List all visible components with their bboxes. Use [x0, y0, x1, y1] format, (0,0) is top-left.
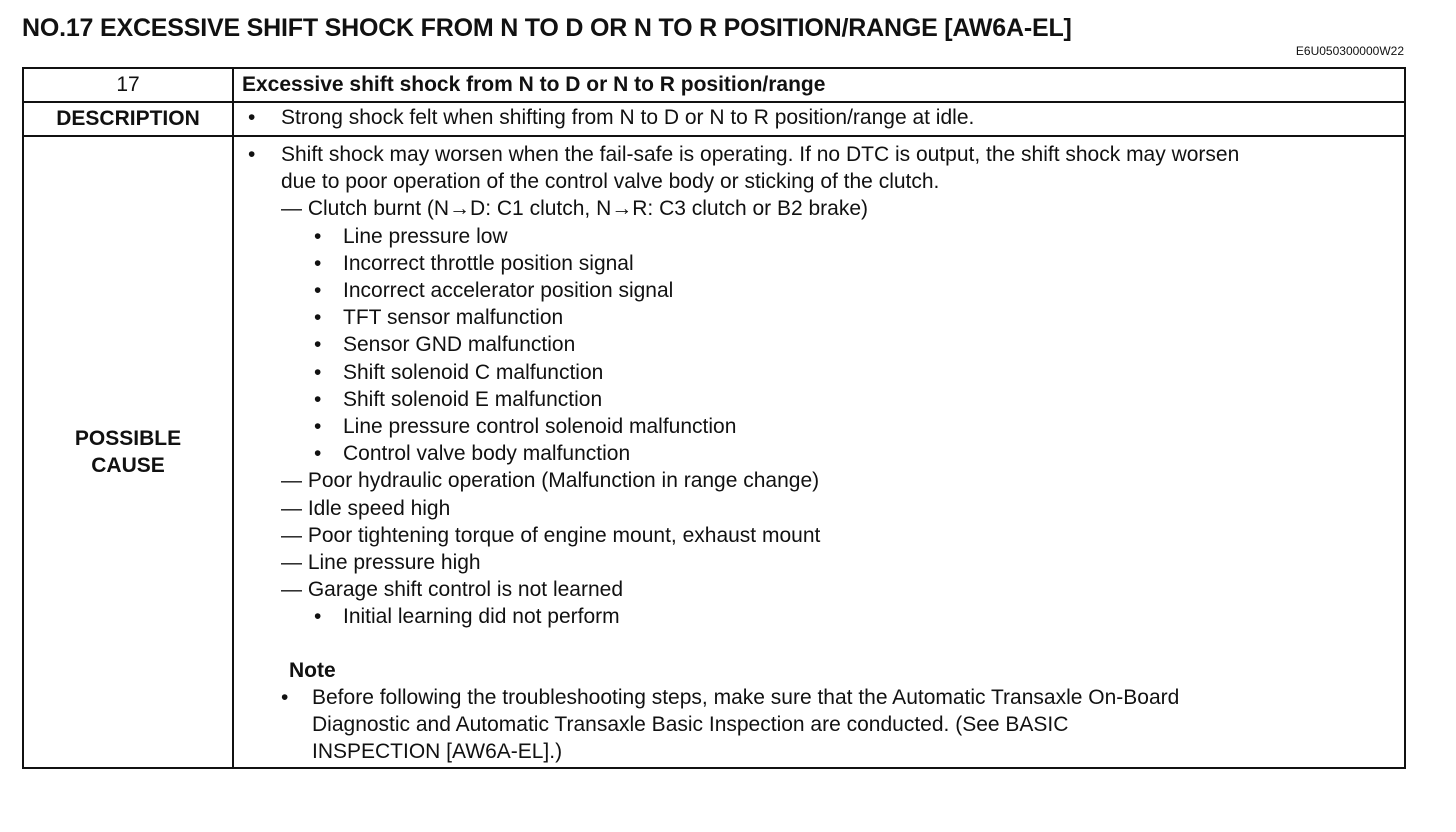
bullet-icon: • [314, 605, 322, 629]
bullet-icon: • [314, 279, 322, 303]
bullet-icon: • [314, 251, 322, 275]
note-line1: Before following the troubleshooting steps, make sure that the Automatic Transaxle On-Board [312, 685, 1180, 709]
bullet-icon: • [314, 333, 322, 357]
list-item [234, 331, 1404, 358]
list-item [234, 386, 1404, 413]
clutch-burnt-item: — Clutch burnt (N→D: C1 clutch, N→R: C3 clutch or B2 brake) [281, 197, 869, 221]
bullet-icon: • [314, 415, 322, 439]
item-heading: Excessive shift shock from N to D or N to R position/range [233, 68, 1405, 102]
page-title: NO.17 EXCESSIVE SHIFT SHOCK FROM N TO D OR N TO R POSITION/RANGE [AW6A-EL] [22, 14, 1072, 42]
list-item [234, 250, 1404, 277]
description-row [23, 102, 1405, 136]
list-item-text: Shift solenoid E malfunction [343, 387, 603, 411]
list-item [234, 223, 1404, 250]
other-cause-item: — Poor hydraulic operation (Malfunction in range change) [281, 469, 820, 493]
item-number: 17 [23, 68, 233, 102]
list-item [234, 603, 1404, 630]
note-title: Note [289, 658, 336, 682]
description-cell [233, 102, 1405, 136]
possible-cause-row [23, 136, 1405, 768]
note-line2: Diagnostic and Automatic Transaxle Basic Inspection are conducted. (See BASIC [312, 713, 1069, 737]
other-cause-item: — Idle speed high [281, 496, 451, 520]
list-item-text: Initial learning did not perform [343, 605, 620, 629]
list-item [234, 304, 1404, 331]
bullet-icon: • [248, 143, 256, 166]
list-item [234, 359, 1404, 386]
list-item-text: TFT sensor malfunction [343, 306, 564, 330]
list-item-text: Incorrect accelerator position signal [343, 279, 674, 303]
cause-intro [234, 141, 1404, 168]
other-cause-item: — Poor tightening torque of engine mount, exhaust mount [281, 523, 821, 547]
bullet-icon: • [314, 224, 322, 248]
list-item-text: Incorrect throttle position signal [343, 251, 634, 275]
bullet-icon: • [314, 360, 322, 384]
list-item [234, 413, 1404, 440]
description-item [234, 103, 1404, 133]
cause-intro-line2: due to poor operation of the control valve body or sticking of the clutch. [281, 170, 940, 194]
bullet-icon: • [281, 685, 289, 709]
possible-cause-label-line1: POSSIBLE [74, 427, 182, 451]
troubleshooting-table [22, 67, 1406, 769]
document-code: E6U050300000W22 [1295, 44, 1404, 58]
bullet-icon: • [314, 387, 322, 411]
note-line3: INSPECTION [AW6A-EL].) [312, 740, 563, 764]
table-header-row [23, 68, 1405, 102]
note-item [234, 684, 1404, 711]
other-cause-item: — Line pressure high [281, 551, 481, 575]
cause-intro-line1: Shift shock may worsen when the fail-safe is operating. If no DTC is output, the shift shock may worsen [281, 143, 1240, 166]
description-label: DESCRIPTION [23, 102, 233, 136]
description-text: Strong shock felt when shifting from N to D or N to R position/range at idle. [281, 106, 975, 129]
other-cause-item: — Garage shift control is not learned [281, 578, 624, 602]
possible-cause-cell [233, 136, 1405, 768]
list-item-text: Sensor GND malfunction [343, 333, 576, 357]
possible-cause-label [23, 136, 233, 768]
list-item [234, 440, 1404, 467]
bullet-icon: • [314, 306, 322, 330]
possible-cause-label-line2: CAUSE [91, 454, 165, 478]
list-item-text: Line pressure control solenoid malfunction [343, 415, 737, 439]
bullet-icon: • [248, 106, 256, 129]
list-item-text: Shift solenoid C malfunction [343, 360, 604, 384]
list-item-text: Control valve body malfunction [343, 442, 631, 466]
bullet-icon: • [314, 442, 322, 466]
list-item-text: Line pressure low [343, 224, 508, 248]
list-item [234, 277, 1404, 304]
